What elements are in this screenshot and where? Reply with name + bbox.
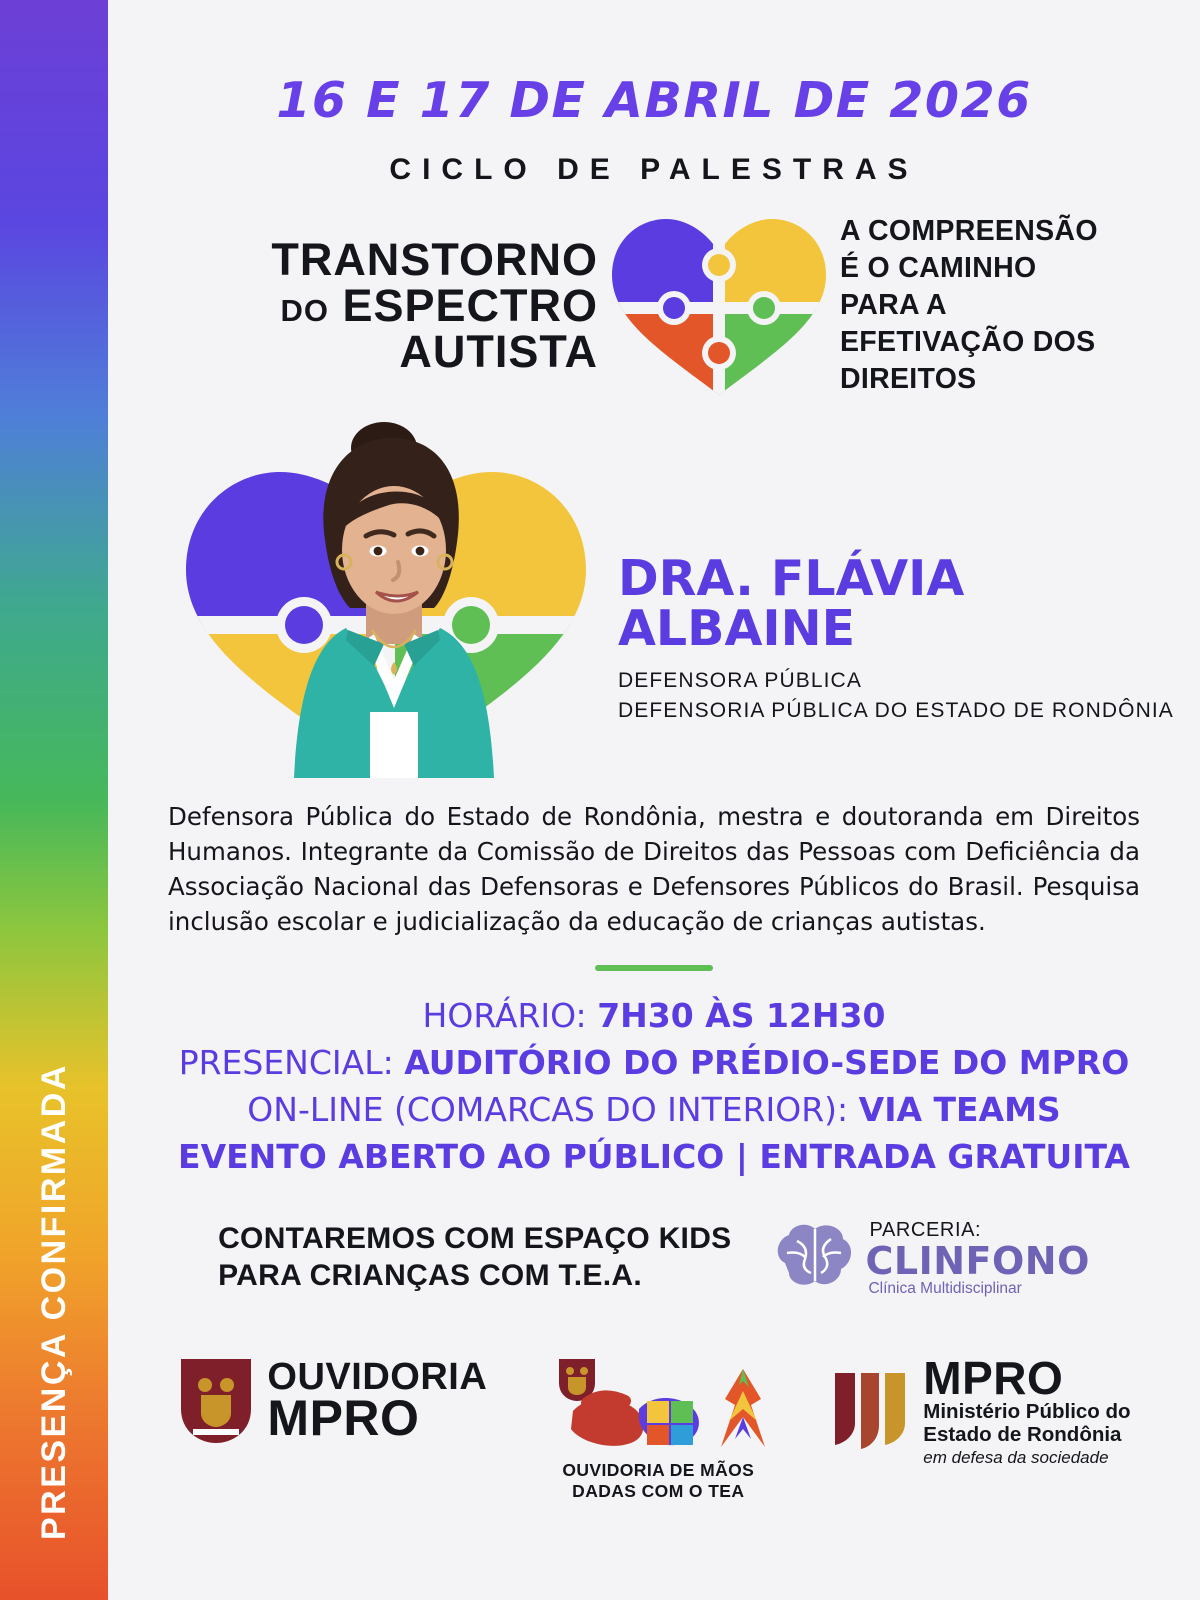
ouvidoria-shield-icon bbox=[177, 1355, 255, 1447]
ouvidoria-line2: MPRO bbox=[267, 1390, 420, 1447]
partner-block bbox=[771, 1219, 1089, 1297]
slogan: A COMPREENSÃO É O CAMINHO PARA A EFETIVAÇÃO DOS DIREITOS bbox=[840, 215, 1098, 396]
mpro-logo bbox=[829, 1351, 1131, 1467]
mpro-sub3: em defesa da sociedade bbox=[923, 1447, 1109, 1467]
detail-free-entry: EVENTO ABERTO AO PÚBLICO | ENTRADA GRATUITA bbox=[178, 1136, 1130, 1176]
detail-online-label: ON-LINE (COMARCAS DO INTERIOR): bbox=[247, 1090, 849, 1130]
footer-logos bbox=[108, 1351, 1200, 1502]
brain-icon bbox=[771, 1219, 857, 1297]
title-line-2-main: ESPECTRO bbox=[342, 279, 598, 331]
speaker-info bbox=[618, 468, 1174, 727]
detail-time-value: 7H30 ÀS 12H30 bbox=[597, 996, 886, 1036]
ouvidoria-text bbox=[267, 1356, 488, 1447]
event-date: 16 E 17 DE ABRIL DE 2026 bbox=[276, 72, 1032, 129]
kids-space-line1: CONTAREMOS COM ESPAÇO KIDS bbox=[218, 1222, 732, 1256]
ouvidoria-line1: OUVIDORIA bbox=[267, 1356, 488, 1398]
kids-space-line2: PARA CRIANÇAS COM T.E.A. bbox=[218, 1258, 642, 1292]
divider bbox=[595, 965, 713, 971]
detail-online-value: VIA TEAMS bbox=[858, 1090, 1061, 1130]
speaker-photo-wrap bbox=[176, 412, 596, 782]
detail-presential-label: PRESENCIAL: bbox=[178, 1043, 394, 1083]
detail-time-label: HORÁRIO: bbox=[422, 996, 587, 1036]
mpro-text bbox=[923, 1351, 1131, 1467]
mpro-title: MPRO bbox=[923, 1351, 1064, 1404]
title-row bbox=[108, 213, 1200, 398]
hands-caption bbox=[543, 1460, 773, 1502]
side-banner-label: PRESENÇA CONFIRMADA bbox=[34, 1063, 73, 1540]
title-line-3: AUTISTA bbox=[399, 325, 598, 377]
speaker-role-title: DEFENSORA PÚBLICA bbox=[618, 668, 862, 692]
poster-content bbox=[108, 0, 1200, 1600]
event-subtitle: CICLO DE PALESTRAS bbox=[389, 153, 919, 186]
speaker-name-line1: DRA. FLÁVIA bbox=[618, 549, 965, 607]
title-line-1: TRANSTORNO bbox=[271, 233, 598, 285]
speaker-institution: DEFENSORIA PÚBLICA DO ESTADO DE RONDÔNIA bbox=[618, 699, 1174, 723]
title-line-2 bbox=[208, 279, 598, 331]
puzzle-heart-icon bbox=[604, 213, 834, 398]
speaker-role bbox=[618, 666, 1174, 727]
detail-presential-value: AUDITÓRIO DO PRÉDIO-SEDE DO MPRO bbox=[404, 1043, 1130, 1083]
mpro-sub1: Ministério Público do bbox=[923, 1399, 1131, 1423]
hands-puzzle-ribbon-icon bbox=[543, 1355, 773, 1451]
mpro-emblem-icon bbox=[829, 1367, 911, 1453]
speaker-name-line2: ALBAINE bbox=[618, 599, 856, 657]
side-banner bbox=[0, 0, 108, 1600]
event-details bbox=[108, 993, 1200, 1180]
title-line-2-prefix: DO bbox=[280, 292, 329, 328]
detail-time bbox=[108, 993, 1200, 1040]
partner-text bbox=[865, 1220, 1089, 1297]
mpro-sub2: Estado de Rondônia bbox=[923, 1422, 1122, 1446]
detail-presential bbox=[108, 1040, 1200, 1087]
hands-caption-line1: OUVIDORIA DE MÃOS bbox=[562, 1459, 755, 1480]
partner-label: PARCERIA: bbox=[869, 1218, 982, 1241]
speaker-portrait bbox=[288, 412, 500, 778]
maos-dadas-logo bbox=[543, 1355, 773, 1502]
hands-caption-line2: DADAS COM O TEA bbox=[572, 1480, 745, 1501]
ouvidoria-mpro-logo bbox=[177, 1355, 487, 1447]
speaker-name bbox=[618, 549, 1174, 657]
partner-subtitle: Clínica Multidisciplinar bbox=[868, 1279, 1022, 1297]
kids-space-note bbox=[218, 1221, 731, 1294]
partner-name: CLINFONO bbox=[865, 1238, 1090, 1283]
speaker-section bbox=[108, 412, 1200, 782]
kids-and-partner-row bbox=[108, 1219, 1200, 1297]
page-title bbox=[208, 233, 598, 377]
speaker-bio: Defensora Pública do Estado de Rondônia, mestra e doutoranda em Direitos Humanos. Integrante da Comissão de Direitos das Pessoas com Deficiência da Associação Nacional das Defensoras e Defensores Públicos do Brasil. Pesquisa inclusão escolar e judicialização da educação de crianças autistas. bbox=[168, 802, 1140, 936]
detail-online bbox=[108, 1087, 1200, 1134]
